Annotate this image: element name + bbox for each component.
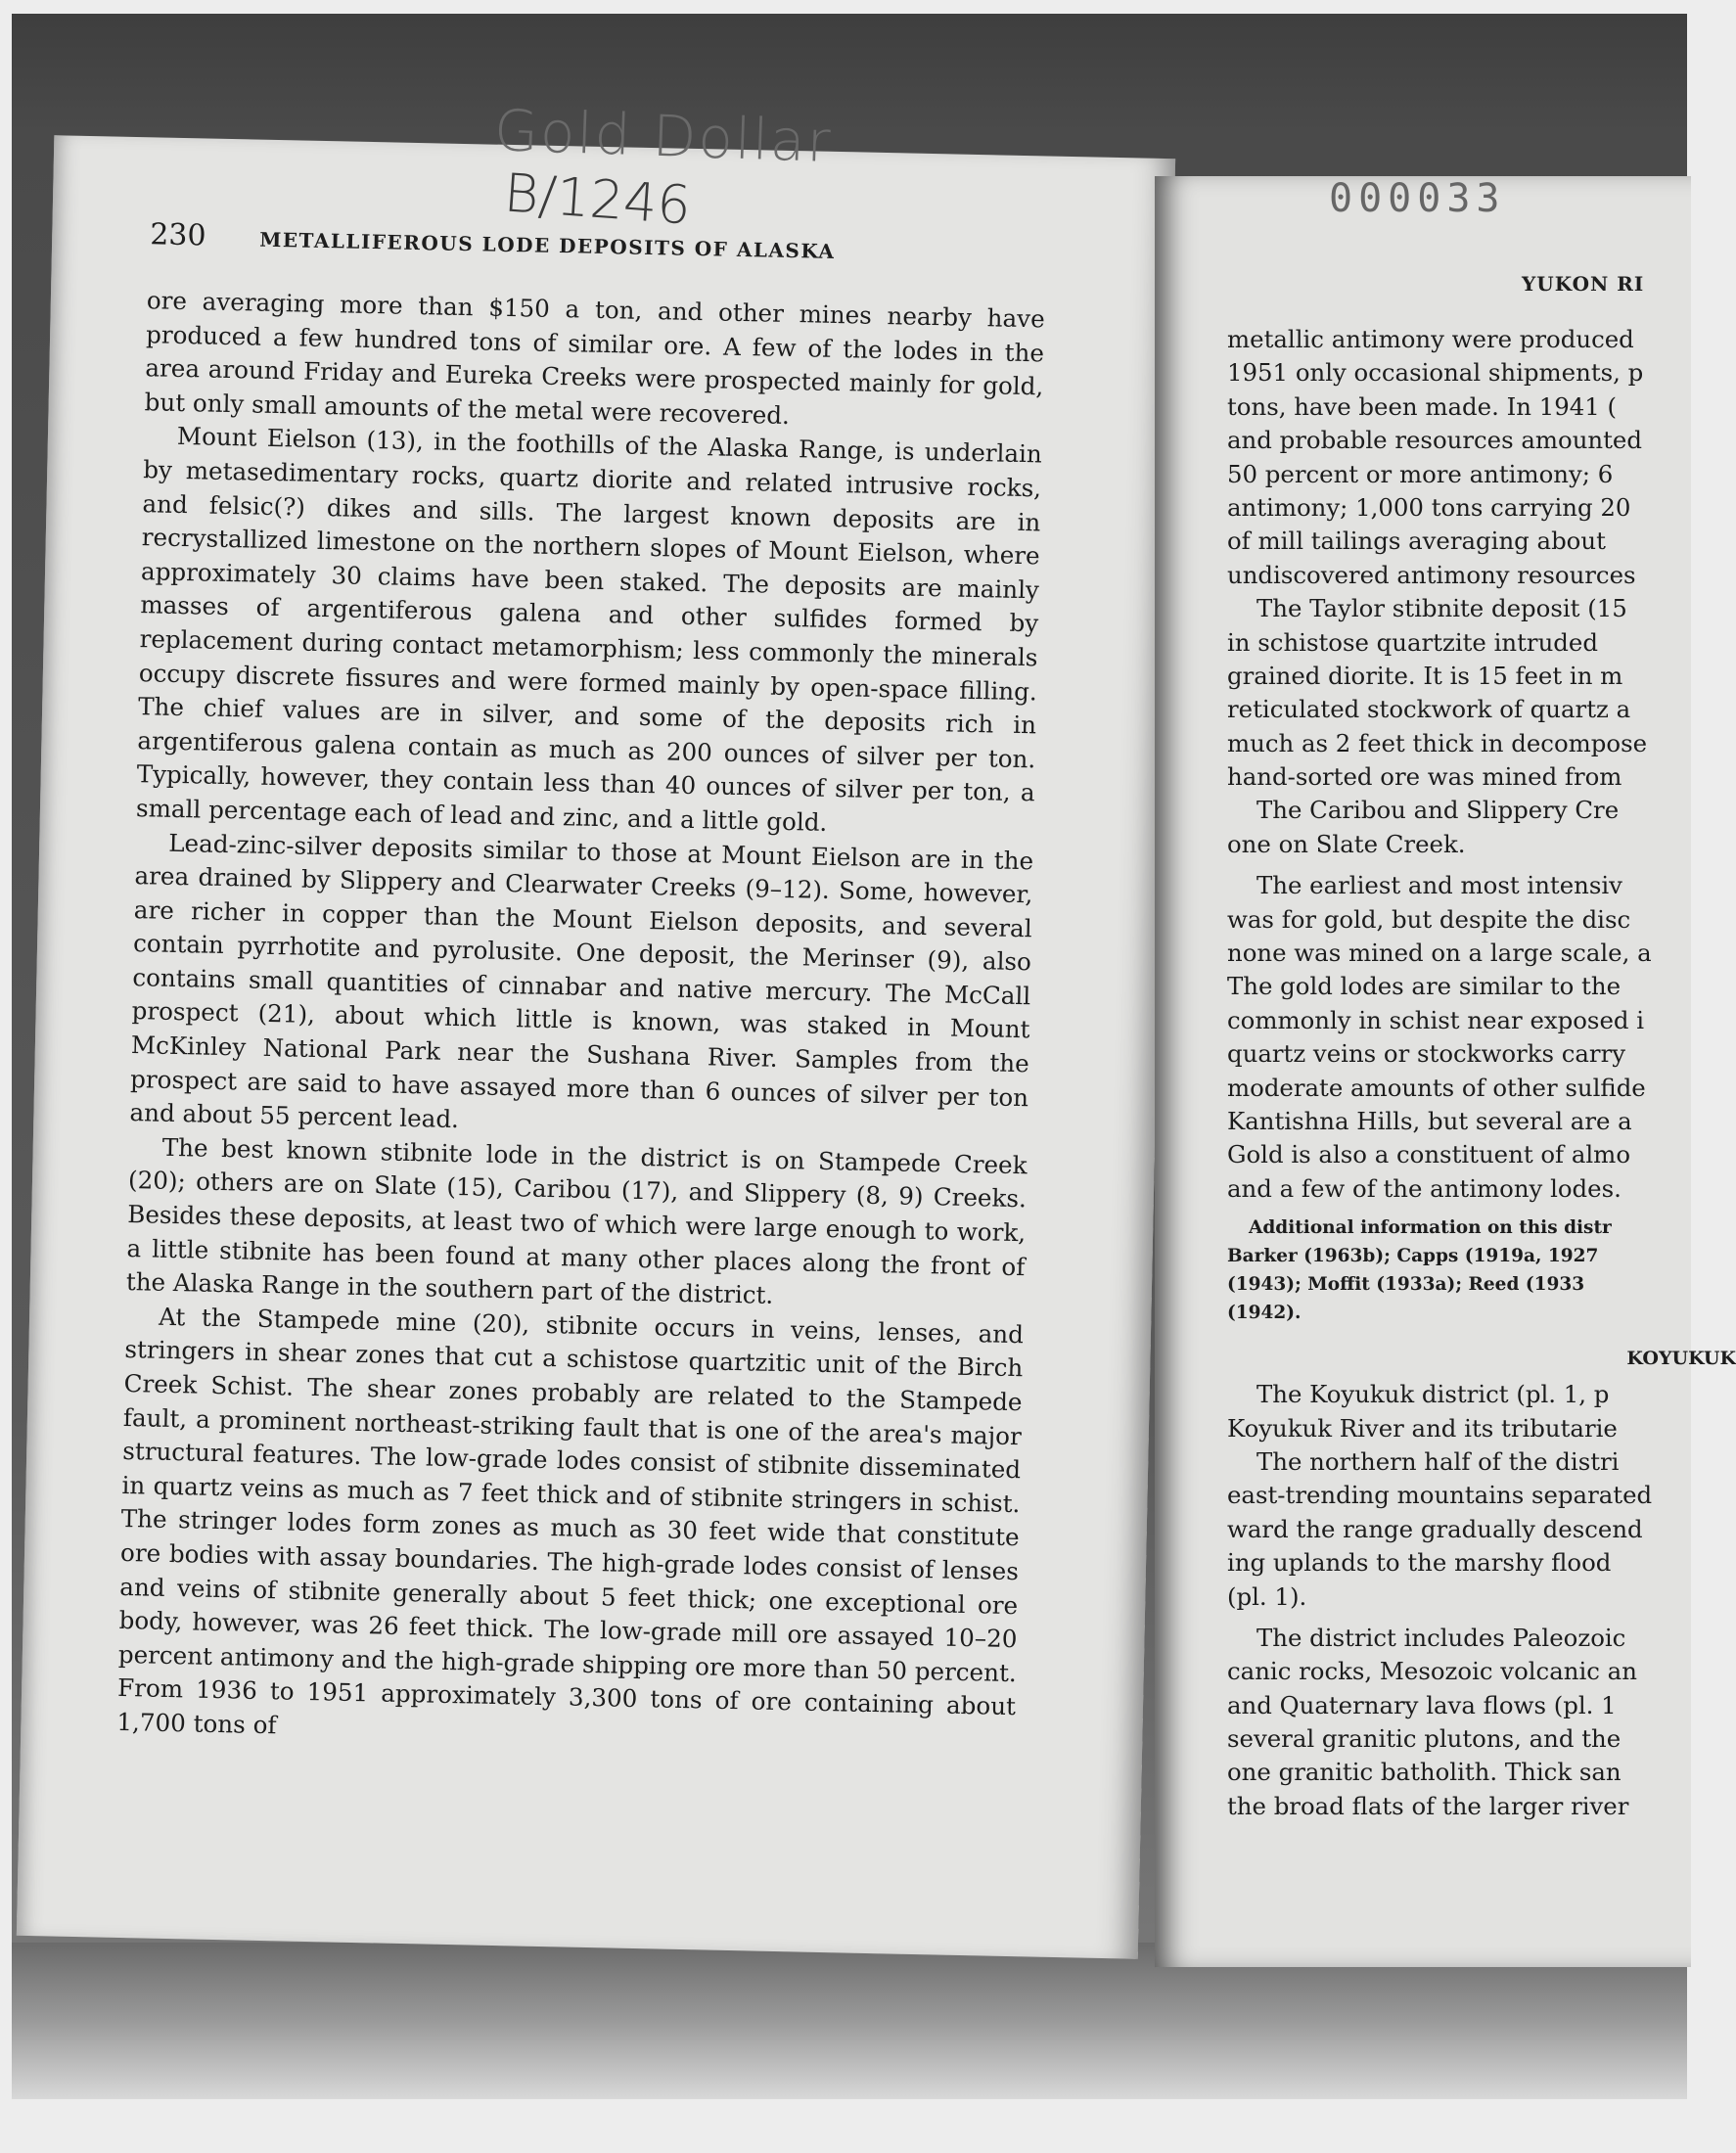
text-line: 1951 only occasional shipments, p — [1227, 358, 1644, 388]
text-line: of mill tailings averaging about — [1227, 527, 1606, 556]
note-line: Barker (1963b); Capps (1919a, 1927 — [1227, 1246, 1599, 1267]
text-line: (pl. 1). — [1227, 1581, 1307, 1611]
handwritten-note-number: B/1246 — [502, 161, 693, 237]
text-line: ing uplands to the marshy flood — [1227, 1548, 1612, 1578]
text-line: several granitic plutons, and the — [1227, 1724, 1622, 1754]
text-line: quartz veins or stockworks carry — [1227, 1039, 1626, 1069]
paragraph: Lead-zinc-silver deposits similar to those at Mount Eielson are in the area drained by Slippery and Clearwater Creeks (9–12). Some, however, are richer in copper than the Mount Eielson deposits, and several contain pyrrhotite and pyrolusite. One deposit, the Merinser (9), also contains small quantities of cinnabar and native mercury. The McCall prospect (21), about which little is known, was staked in Mount McKinley National Park near the Sushana River. Samples from the prospect are said to have assayed more than 6 ounces of silver per ton and about 55 percent lead. — [129, 828, 1034, 1134]
text-line: one granitic batholith. Thick san — [1227, 1758, 1622, 1787]
text-line: none was mined on a large scale, a — [1227, 939, 1652, 968]
text-line: The district includes Paleozoic — [1256, 1623, 1626, 1652]
text-line: the broad flats of the larger river — [1227, 1791, 1629, 1820]
text-line: The Taylor stibnite deposit (15 — [1256, 594, 1627, 623]
text-line: reticulated stockwork of quartz a — [1227, 695, 1631, 724]
text-line: canic rocks, Mesozoic volcanic an — [1227, 1657, 1637, 1686]
text-line: grained diorite. It is 15 feet in m — [1227, 661, 1623, 690]
paragraph: Mount Eielson (13), in the foothills of the Alaska Range, is underlain by metasedimentary rocks, quartz diorite and related intrusive rocks, and felsic(?) dikes and sills. The largest known deposits are in recrystallized limestone on the northern slopes of Mount Eielson, where approximately 30 claims have been staked. The deposits are mainly masses of argentiferous galena and other sulfides formed by replacement during contact metamorphism; less commonly the minerals occupy discrete fissures and were formed mainly by open-space filling. The chief values are in silver, and some of the deposits rich in argentiferous galena contain as much as 200 ounces of silver per ton. Typically, however, they contain less than 40 ounces of silver per ton, a small percentage each of lead and zinc, and a little gold. — [135, 422, 1043, 837]
paragraph: At the Stampede mine (20), stibnite occurs in veins, lenses, and stringers in shear zones that cut a schistose quartzitic unit of the Birch Creek Schist. The shear zones probably are related to the Stampede fault, a prominent northeast-striking fault that is one of the area's major structural features. The low-grade lodes consist of stibnite disseminated in quartz veins as much as 7 feet thick and of stibnite stringers in schist. The stringer lodes form zones as much as 30 feet wide that constitute ore bodies with assay boundaries. The high-grade lodes consist of lenses and veins of stibnite generally about 5 feet thick; one exceptional ore body, however, was 26 feet thick. The low-grade mill ore assayed 10–20 percent antimony and the high-grade shipping ore more than 50 percent. From 1936 to 1951 approximately 3,300 tons of ore containing about 1,700 tons of — [116, 1302, 1025, 1740]
text-line: hand-sorted ore was mined from — [1227, 762, 1622, 792]
right-book-page — [1155, 176, 1736, 1967]
handwritten-note-title: Gold Dollar — [492, 96, 834, 176]
paragraph: ore averaging more than $150 a ton, and other mines nearby have produced a few hundred tons of similar ore. A few of the lodes in the area around Friday and Eureka Creeks were prospected mainly for gold, but only small amounts of the metal were recovered. — [144, 286, 1045, 430]
stamp-number: 000033 — [1329, 176, 1506, 221]
left-book-page — [17, 135, 1175, 1959]
note-line: (1942). — [1227, 1303, 1302, 1324]
text-line: and Quaternary lava flows (pl. 1 — [1227, 1690, 1617, 1719]
spacer — [1227, 1614, 1736, 1622]
text-line: ward the range gradually descend — [1227, 1514, 1643, 1543]
spacer — [1227, 1206, 1736, 1214]
text-line: The earliest and most intensiv — [1256, 871, 1622, 900]
text-line: Gold is also a constituent of almo — [1227, 1140, 1630, 1169]
text-line: and a few of the antimony lodes. — [1227, 1173, 1622, 1203]
text-line: Kantishna Hills, but several are a — [1227, 1106, 1632, 1135]
text-line: The Caribou and Slippery Cre — [1256, 796, 1620, 825]
text-line: antimony; 1,000 tons carrying 20 — [1227, 492, 1631, 522]
running-head: METALLIFEROUS LODE DEPOSITS OF ALASKA — [258, 227, 836, 263]
text-line: east-trending mountains separated — [1227, 1481, 1653, 1510]
text-line: commonly in schist near exposed i — [1227, 1005, 1645, 1034]
right-page-body — [1227, 323, 1736, 1823]
text-line: The Koyukuk district (pl. 1, p — [1256, 1380, 1610, 1409]
text-line: metallic antimony were produced — [1227, 325, 1634, 353]
text-line: tons, have been made. In 1941 ( — [1227, 391, 1618, 421]
text-line: much as 2 feet thick in decompose — [1227, 728, 1648, 757]
right-running-head: YUKON RI — [1522, 272, 1645, 296]
text-line: was for gold, but despite the disc — [1227, 904, 1631, 934]
section-heading: KOYUKUK — [1626, 1348, 1736, 1370]
note-line: (1943); Moffit (1933a); Reed (1933 — [1227, 1274, 1585, 1296]
text-line: Koyukuk River and its tributarie — [1227, 1413, 1618, 1443]
text-line: and probable resources amounted — [1227, 426, 1642, 455]
text-line: moderate amounts of other sulfide — [1227, 1073, 1646, 1102]
text-line: The northern half of the distri — [1256, 1446, 1620, 1476]
page-number: 230 — [149, 217, 206, 253]
paragraph: The best known stibnite lode in the district is on Stampede Creek (20); others are on Slate (15), Caribou (17), and Slippery (8, 9) Creeks. Besides these deposits, at least two of which were large enough to work, a little stibnite has been found at many other places along the front of the Alaska Range in the southern part of the district. — [125, 1132, 1028, 1310]
text-line: 50 percent or more antimony; 6 — [1227, 459, 1614, 488]
note-line: Additional information on this distr — [1249, 1217, 1612, 1239]
text-line: in schistose quartzite intruded — [1227, 627, 1598, 657]
text-line: one on Slate Creek. — [1227, 829, 1466, 858]
text-line: The gold lodes are similar to the — [1227, 972, 1622, 1001]
left-page-body — [116, 284, 1045, 1758]
spacer — [1227, 861, 1736, 869]
text-line: undiscovered antimony resources — [1227, 560, 1636, 589]
